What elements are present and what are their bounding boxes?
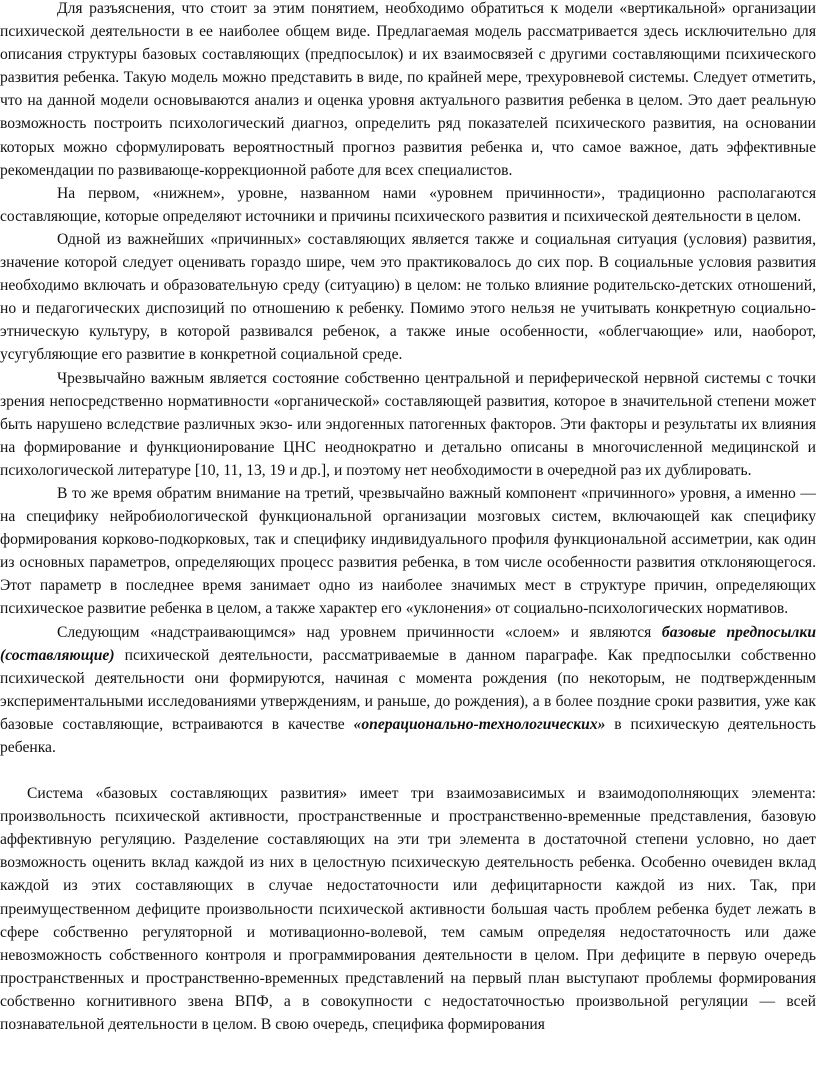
paragraph-nervous-system: Чрезвычайно важным является состояние собственно центральной и периферической нервной системы с точки зрения непосредственно нормативности «органической» составляющей развития, которое в значительной степени может быть нарушено вследствие различных экзо- или эндогенных патогенных факторов. Эти факторы и результаты их влияния на формирование и функционирование ЦНС неоднократно и детально описаны в многочисленной медицинской и психологической литературе [10, 11, 13, 19 и др.], и поэтому нет необходимости в очередной раз их дублировать. bbox=[0, 369, 816, 479]
paragraph-social-situation: Одной из важнейших «причинных» составляющих является также и социальная ситуация (условия) развития, значение которой следует оценивать гораздо шире, чем это практиковалось до сих пор. В социальные условия развития необходимо включать и образовательную среду (ситуацию) в целом: не только влияние родительско-детских отношений, но и педагогических диспозиций по отношению к ребенку. Помимо этого нельзя не учитывать конкретную социально-этническую культуру, в которой развивался ребенок, а также иные особенности, «облегчающие» или, наоборот, усугубляющие его развитие в конкретной социальной среде. bbox=[0, 230, 816, 364]
paragraph-gap bbox=[0, 759, 816, 782]
basic-prerequisites-text-start: Следующим «надстраивающимся» над уровнем причинности «слоем» и являются bbox=[57, 623, 662, 641]
paragraph-basic-components-system: Система «базовых составляющих развития» имеет три взаимозависимых и взаимодополняющих элемента: произвольность психической активности, пространственные и пространственно-временные представления, базовую аффективную регуляцию. Разделение составляющих на эти три элемента в достаточной степени условно, но дает возможность оценить вклад каждой из них в целостную психическую деятельность ребенка. Особенно очевиден вклад каждой из этих составляющих в случае недостаточности или дефицитарности каждой из них. Так, при преимущественном дефиците произвольности психической активности большая часть проблем ребенка будет лежать в сфере собственно регуляторной и мотивационно-волевой, тем самым определяя недостаточность или даже невозможность собственного контроля и программирования деятельности в целом. При дефиците в первую очередь пространственных и пространственно-временных представлений на первый план выступают проблемы формирования собственно когнитивного звена ВПФ, а в совокупности с недостаточностью произвольной регуляции — всей познавательной деятельности в целом. В свою очередь, специфика формирования bbox=[0, 785, 816, 1034]
paragraph-first-level: На первом, «нижнем», уровне, названном нами «уровнем причинности», традиционно располагаются составляющие, которые определяют источники и причины психического развития и психической деятельности в целом. bbox=[0, 184, 816, 225]
paragraph-model-intro: Для разъяснения, что стоит за этим понятием, необходимо обратиться к модели «вертикальной» организации психической деятельности в ее наиболее общем виде. Предлагаемая модель рассматривается здесь исключительно для описания структуры базовых составляющих (предпосылок) и их взаимосвязей с другими составляющими психического развития ребенка. Такую модель можно представить в виде, по крайней мере, трехуровневой системы. Следует отметить, что на данной модели основываются анализ и оценка уровня актуального развития ребенка в целом. Это дает реальную возможность построить психологический диагноз, определить ряд показателей психического развития, на основании которых можно сформулировать вероятностный прогноз развития ребенка и, что самое важное, дать эффективные рекомендации по развивающе-коррекционной работе для всех специалистов. bbox=[0, 0, 816, 179]
basic-prerequisites-text-middle: психической деятельности, рассматриваемые в данном параграфе. Как предпосылки собственно психической деятельности они формируются, начиная с момента рождения (по некоторым, не подтвержденным экспериментальными исследованиями утверждениям, и раньше, до рождения), а в более поздние сроки развития, уже как базовые составляющие, встраиваются в качестве bbox=[0, 646, 816, 733]
operational-technological-term: «операционально-технологических» bbox=[353, 715, 606, 733]
basic-prerequisites-text-end: в психическую деятельность ребенка. bbox=[0, 715, 816, 756]
paragraph-basic-prerequisites bbox=[0, 621, 816, 760]
basic-prerequisites-term: базовые предпосылки (составляющие) bbox=[0, 623, 816, 664]
paragraph-neurobiological-organization: В то же время обратим внимание на третий, чрезвычайно важный компонент «причинного» уровня, а именно — на специфику нейробиологической функциональной организации мозговых систем, включающей как специфику формирования корково-подкорковых, так и специфику индивидуального профиля функциональной ассиметрии, как один из основных параметров, определяющих процесс развития ребенка, в том числе особенности развития отклоняющегося. Этот параметр в последнее время занимает одно из наиболее значимых мест в структуре причин, определяющих психическое развитие ребенка в целом, а также характер его «уклонения» от социально-психологических нормативов. bbox=[0, 484, 816, 618]
